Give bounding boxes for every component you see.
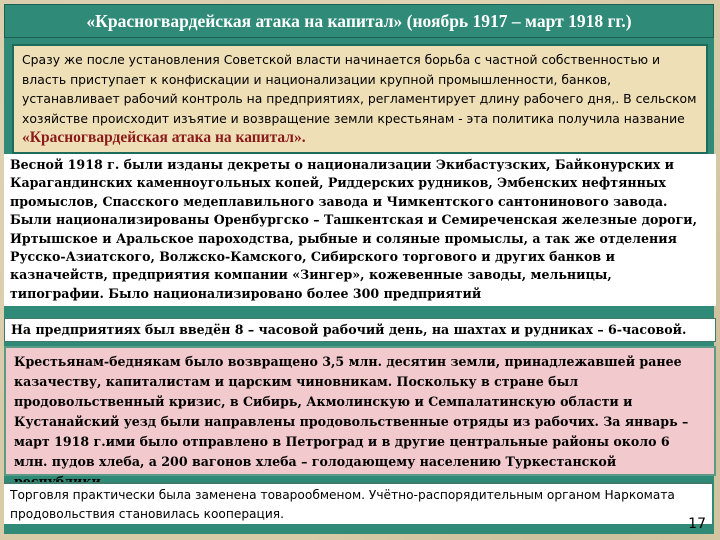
workday-text-box [4, 318, 716, 342]
nationalization-text-box [4, 154, 716, 306]
policy-name-highlight: «Красногвардейская атака на капитал». [22, 129, 306, 146]
peasants-text-box [4, 346, 716, 476]
trade-text-box [4, 482, 712, 524]
peasants-paragraph: Крестьянам-беднякам было возвращено 3,5 млн. десятин земли, принадлежавшей ранее казачеству, капиталистам и царским чиновникам. Поскольку в стране был продовольственный кризис, в Сибирь, Акмолинскую и Семпалатинскую области и Кустанайский уезд были направлены продовольственные отряды из рабочих. За январь – март 1918 г.ими было отправлено в Петроград и в другие центральные районы около 6 млн. пудов хлеба, а 200 вагонов хлеба – голодающему населению Туркестанской [14, 354, 689, 469]
trade-paragraph: Торговля практически была заменена товарообменом. Учётно-распорядительным органом Наркомата продовольствия становилась кооперация. [10, 488, 675, 521]
intro-text-box [12, 44, 708, 154]
nationalization-paragraph: Весной 1918 г. были изданы декреты о национализации Экибастузских, Байконурских и Карагандинских каменноугольных копей, Риддерских рудников, Эмбенских нефтянных промыслов, Спасского медеплавильного завода и Чимкентского сантонинового завода. Были национализированы Оренбургско – Ташкентская и Семиреченская железные дороги, Иртышское и Аральское пароходства, рыбные и соляные промыслы, а так же отделения Русско-Азиатского, Волжско-Камского, Сибирского торгового и других банков и казначейств, предприятия компании «Зингер», кожевенные заводы, мельницы, типографии. Было национализировано более 300 предприятий [10, 157, 698, 301]
intro-paragraph [22, 50, 698, 148]
workday-paragraph: На предприятиях был введён 8 – часовой рабочий день, на шахтах и рудниках – 6-часовой. [11, 322, 687, 337]
slide-title: «Красногвардейская атака на капитал» (ноябрь 1917 – март 1918 гг.) [86, 10, 632, 31]
page-number: 17 [688, 516, 706, 532]
title-bar [4, 4, 714, 38]
intro-text: Сразу же после установления Советской власти начинается борьба с частной собственностью и власть приступает к конфискации и национализации крупной промышленности, банков, устанавливает рабочий контроль на предприятиях, регламентирует длину рабочего дня,. В сельском хозяйстве происходит изъятие и возвращение земли крестьянам - эта политика получила название [22, 52, 697, 126]
